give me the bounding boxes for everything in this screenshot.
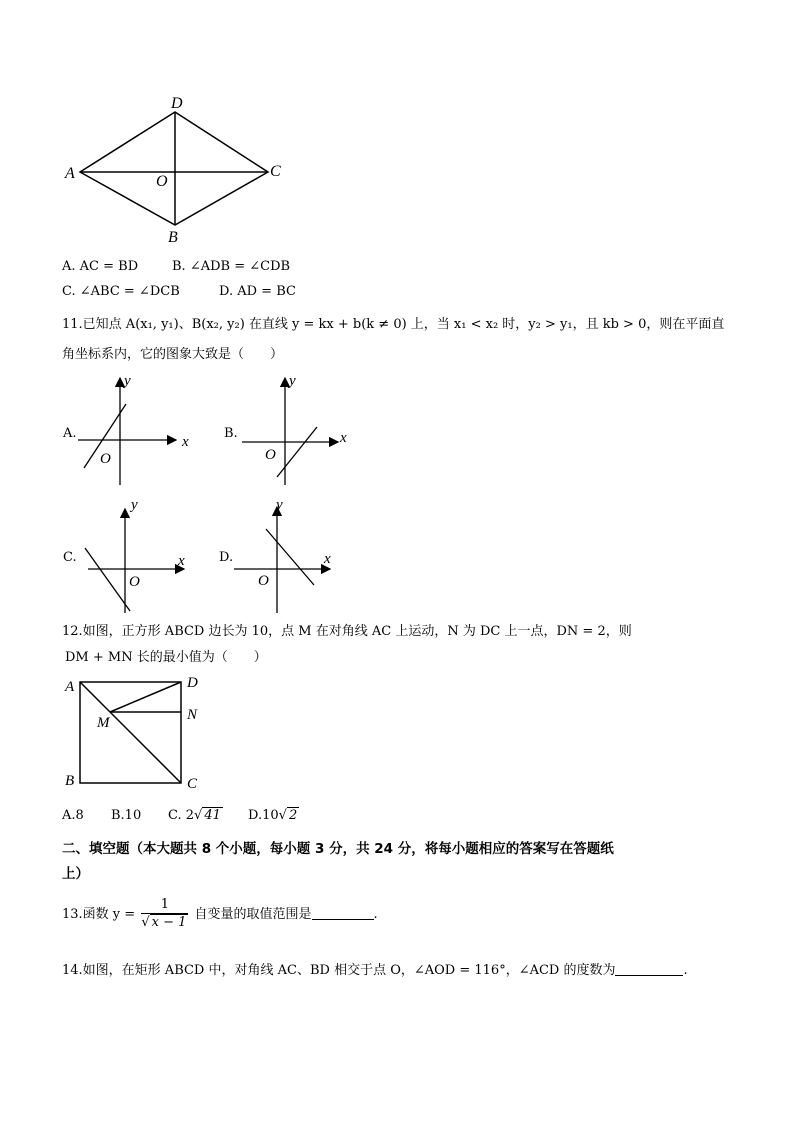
label-b: B (168, 229, 178, 246)
q13-numerator: 1 (141, 897, 188, 914)
q13-suffix: 自变量的取值范围是 (194, 907, 312, 922)
q13-prefix: 13.函数 y = (62, 907, 136, 922)
label-c: C (270, 163, 281, 180)
graph-d (232, 493, 352, 615)
label-o: O (156, 173, 168, 190)
q12-option-b: B.10 (111, 808, 142, 823)
label-c: C (187, 776, 198, 792)
label-a: A (65, 679, 75, 695)
q10-option-b: B. ∠ADB = ∠CDB (172, 259, 291, 274)
graph-d-option: D. (219, 550, 234, 565)
q14-text: 14.如图，在矩形 ABCD 中，对角线 AC、BD 相交于点 O，∠AOD = 116°，∠ACD 的度数为 (62, 963, 616, 978)
graph-b-option: B. (224, 426, 238, 441)
graph-d-origin: O (258, 573, 269, 589)
graph-c (78, 495, 198, 615)
q13: 13.函数 y = $\frac{1}{√ x - 1}$ 自变量的取值范围是 . (62, 897, 378, 930)
graph-c-x-label: x (178, 553, 185, 569)
section2-heading-line1: 二、填空题（本大题共 8 个小题，每小题 3 分，共 24 分，将每小题相应的答案写在答题纸 (62, 841, 614, 857)
label-m: M (97, 715, 110, 731)
q11-line1: 11.已知点 A(x₁, y₁)、B(x₂, y₂) 在直线 y = kx + b(k ≠ 0) 上，当 x₁ < x₂ 时，y₂ > y₁，且 kb > 0，则在平面直 (62, 317, 725, 332)
rhombus-figure (60, 90, 300, 250)
graph-a (78, 370, 198, 488)
section2-heading-line2: 上） (62, 866, 89, 882)
q12-option-d: D.10√ 2 (248, 808, 298, 823)
graph-c-y-label: y (131, 497, 138, 513)
segment-dm (110, 682, 181, 712)
diagonal-ac (80, 682, 181, 783)
q13-fraction: $\frac{1}{√ x - 1}$ (141, 897, 187, 930)
graph-c-line (85, 548, 130, 611)
graph-b (240, 370, 360, 488)
label-d: D (171, 95, 183, 112)
graph-c-option: C. (63, 550, 77, 565)
q12-option-c-radicand: 41 (204, 808, 221, 823)
graph-a-origin: O (100, 451, 111, 467)
q10-option-c: C. ∠ABC = ∠DCB (62, 284, 180, 299)
q10-option-a: A. AC = BD (62, 259, 139, 274)
q12-option-d-radicand: 2 (288, 808, 298, 823)
graph-a-x-label: x (182, 434, 189, 450)
label-n: N (187, 707, 198, 723)
label-a: A (65, 165, 75, 182)
rhombus-outline (80, 112, 268, 225)
q13-denominator: x − 1 (151, 915, 187, 930)
graph-d-y-label: y (276, 497, 283, 513)
q13-answer-blank (312, 906, 374, 920)
graph-b-y-label: y (289, 373, 296, 389)
q12-option-a: A.8 (62, 808, 84, 823)
graph-a-y-label: y (124, 373, 131, 389)
graph-d-x-label: x (324, 551, 331, 567)
q14-answer-blank (615, 962, 683, 976)
graph-b-x-label: x (340, 430, 347, 446)
q12-line2: DM + MN 长的最小值为（ ） (65, 650, 267, 665)
q11-line2: 角坐标系内，它的图象大致是（ ） (62, 347, 284, 362)
q12-option-c: C. 2√ 41 (168, 808, 221, 823)
square-figure (60, 672, 220, 797)
q14: 14.如图，在矩形 ABCD 中，对角线 AC、BD 相交于点 O，∠AOD = 116°，∠ACD 的度数为 . (62, 963, 688, 978)
graph-a-option: A. (63, 426, 77, 441)
q10-option-d: D. AD = BC (219, 284, 296, 299)
label-b: B (65, 773, 75, 789)
graph-c-origin: O (129, 574, 140, 590)
label-d: D (187, 675, 198, 691)
graph-d-line (266, 529, 314, 585)
q12-line1: 12.如图，正方形 ABCD 边长为 10，点 M 在对角线 AC 上运动，N 为 DC 上一点，DN = 2，则 (62, 624, 632, 639)
graph-b-line (277, 427, 317, 477)
graph-b-origin: O (265, 447, 276, 463)
